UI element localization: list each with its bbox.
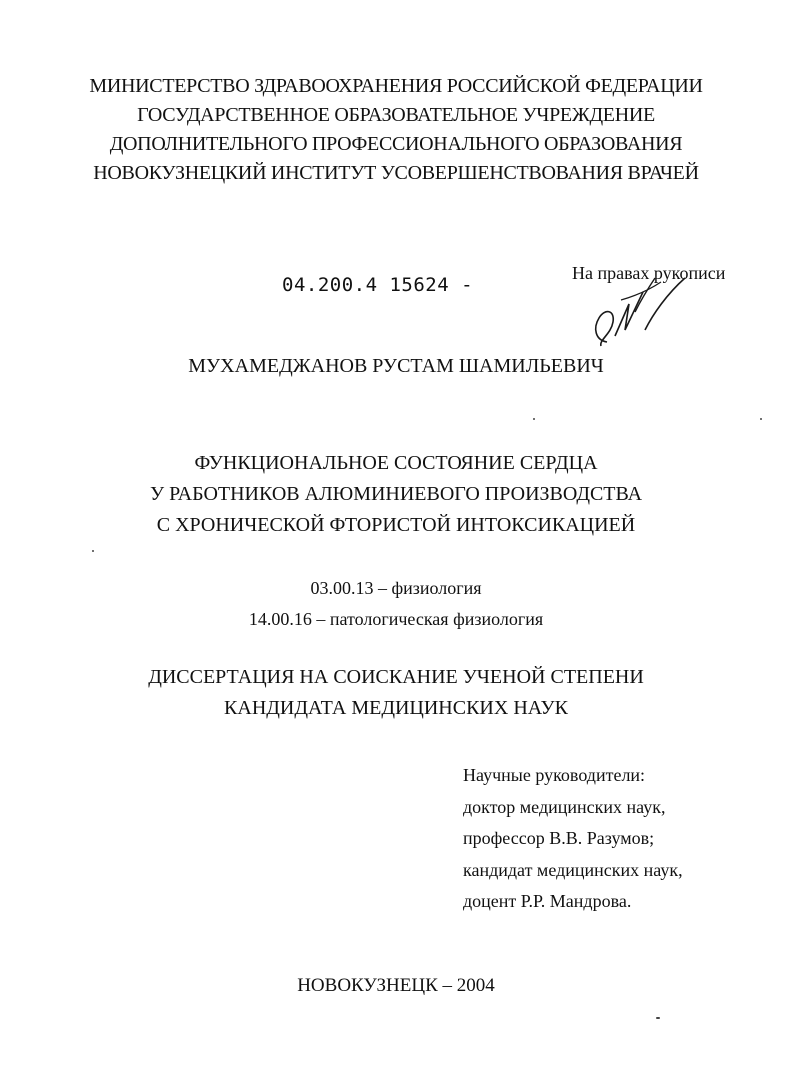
author-name: МУХАМЕДЖАНОВ РУСТАМ ШАМИЛЬЕВИЧ xyxy=(188,355,604,377)
specialty-pathophysiology: 14.00.16 – патологическая физиология xyxy=(248,609,544,629)
registration-code: 04.200.4 15624 - xyxy=(282,274,474,296)
degree-line: ДИССЕРТАЦИЯ НА СОИСКАНИЕ УЧЕНОЙ СТЕПЕНИ xyxy=(148,666,644,688)
dissertation-title xyxy=(0,448,792,541)
specialty-codes xyxy=(0,573,792,635)
header-line-ministry: МИНИСТЕРСТВО ЗДРАВООХРАНЕНИЯ РОССИЙСКОЙ ФЕДЕРАЦИИ xyxy=(89,75,703,97)
header-line-institute-name: НОВОКУЗНЕЦКИЙ ИНСТИТУТ УСОВЕРШЕНСТВОВАНИЯ ВРАЧЕЙ xyxy=(93,162,699,184)
title-line: У РАБОТНИКОВ АЛЮМИНИЕВОГО ПРОИЗВОДСТВА xyxy=(149,483,643,505)
scan-speck xyxy=(656,1017,660,1019)
header-line-institution-type: ГОСУДАРСТВЕННОЕ ОБРАЗОВАТЕЛЬНОЕ УЧРЕЖДЕНИЕ xyxy=(137,104,655,126)
scan-speck xyxy=(760,418,762,420)
institution-header xyxy=(0,72,792,188)
scan-speck xyxy=(92,550,94,552)
scan-speck xyxy=(533,418,535,420)
handwritten-signature xyxy=(585,270,710,350)
title-line: ФУНКЦИОНАЛЬНОЕ СОСТОЯНИЕ СЕРДЦА xyxy=(194,452,598,474)
manuscript-rights-note: На правах рукописи xyxy=(572,263,726,283)
scientific-supervisors xyxy=(463,760,683,918)
degree-statement xyxy=(0,662,792,724)
city-year: НОВОКУЗНЕЦК – 2004 xyxy=(297,975,495,996)
header-line-education: ДОПОЛНИТЕЛЬНОГО ПРОФЕССИОНАЛЬНОГО ОБРАЗОВАНИЯ xyxy=(109,133,683,155)
degree-line: КАНДИДАТА МЕДИЦИНСКИХ НАУК xyxy=(224,697,568,719)
supervisor-name: доцент Р.Р. Мандрова. xyxy=(463,891,632,911)
title-line: С ХРОНИЧЕСКОЙ ФТОРИСТОЙ ИНТОКСИКАЦИЕЙ xyxy=(156,514,636,536)
supervisor-degree: доктор медицинских наук, xyxy=(463,796,666,817)
supervisor-degree: кандидат медицинских наук, xyxy=(463,859,683,880)
supervisors-heading: Научные руководители: xyxy=(463,765,646,785)
supervisor-name: профессор В.В. Разумов; xyxy=(463,828,655,848)
specialty-physiology: 03.00.13 – физиология xyxy=(310,578,482,598)
